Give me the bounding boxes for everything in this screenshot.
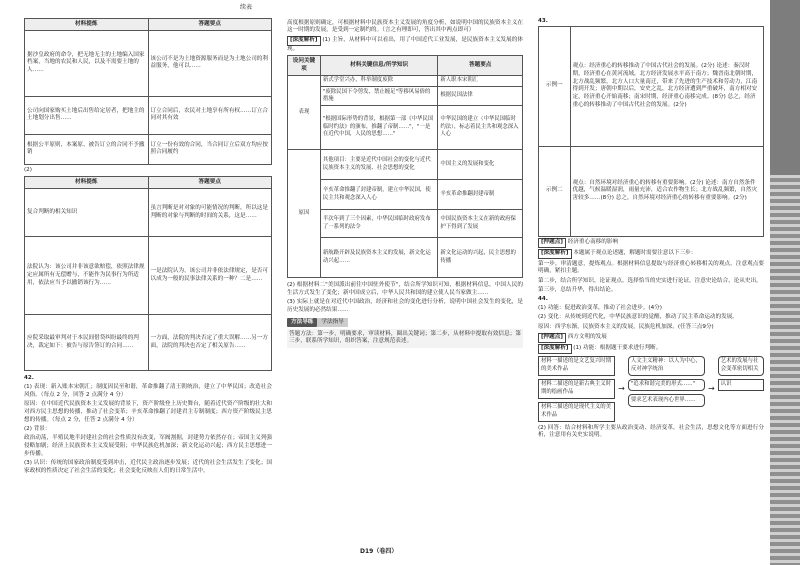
page-footer: D19（卷四） — [360, 548, 398, 555]
table-cell: 辛亥革命推翻封建帝制 — [438, 180, 523, 210]
case-label: 示例二 — [539, 146, 571, 236]
table-cell: "废除民国下令剪发、禁止缠足"等移风易俗的措施 — [320, 87, 438, 106]
q2-text: (2) 根据材料二"美国派出前往中国驻外使节"，结合所学知识可知，根据材料信息，中国人民的生活方式发生了变化；新中国成立后，中华人民共和国的建立使人民当家做主…… — [287, 282, 523, 296]
step-text: 第一步，审清题意，提炼观点。根据材料信息提取与经济重心转移相关的观点，注意观点要明确，紧扣主题。 — [538, 260, 764, 275]
table-cell: 辛亥革命推翻了封建帝制，建立中华民国，使民主共和观念深入人心 — [320, 180, 438, 210]
q3-text: (3) 实际上就是在对近代中国政治，经济和社会的变化进行分析，说明中国社会发生的变化，是历史发展的必然结果…… — [287, 299, 523, 313]
point-line — [538, 238, 764, 248]
q2-tail: (2) 回答：结合材料和所学主要从政治变动、经济变革，社会生活，思想文化等方面进行分析，注意用有关史实说明。 — [538, 424, 764, 439]
reason-text: (1) 主旨，从材料中可以看出，用了中国近代工业发展，是民族资本主义发展的体现。 — [287, 37, 524, 53]
arrow-right-icon: → — [708, 384, 715, 394]
table2-header-1: 材料提炼 — [25, 177, 149, 189]
q42-para: (2) 背景： — [24, 425, 51, 432]
diagram-right — [718, 356, 764, 422]
q44-para: (2) 变化：从传统到近代化，中华民族意识的觉醒，推动了民主革命运动的发展。 — [538, 314, 738, 321]
right-edge-strip — [770, 0, 800, 565]
group-label: 表现 — [288, 75, 321, 149]
analysis-tag: [深度解析] — [538, 249, 572, 259]
table-row — [288, 87, 523, 106]
analysis-text: 本题属于观点论述题，解题时需要注意以下三步： — [573, 250, 697, 257]
table-cell: 订立合同后，农民对土地享有所有权……订立合同对其有效 — [148, 96, 272, 134]
case-text: 观点：自然环境对经济重心的转移有重要影响。(2分) 论述：南方自然条件优越，气候温暖湿润，雨量充沛，适合农作物生长；北方战乱频繁，自然灾害较多……(8分) 总之，自然环境对经济重心的转移有重要影响。(2分) — [570, 146, 764, 236]
diagram-left — [538, 356, 615, 422]
table-row — [288, 150, 523, 180]
table-cell: 根据公平原则，本案原、被告订立的合同不予撤销 — [25, 134, 149, 164]
arrow-right-icon: → — [618, 384, 625, 394]
table-cell: "根据国际形势的背景，根据第一部《中华民国临时约法》的颁布，推翻了帝制……"，"一是在近代中国，人民的思想……" — [320, 106, 438, 150]
case-label: 示例一 — [539, 26, 571, 146]
table-row — [25, 237, 272, 315]
q42-para: 政治动荡，半殖民地半封建社会的社会性质没有改变，军阀割据，封建势力依然存在；帝国主义列强侵略加剧；经济上民族资本主义发展受阻；中华民族危机加深；新文化运动兴起；西方民主思想进一步传播。 — [24, 435, 272, 457]
right-edge-solid — [770, 0, 800, 175]
table-row — [288, 75, 523, 86]
diagram-mid — [628, 356, 705, 422]
table-cell: 一是法院认为，该公司并非依法律规定，是否可以成为一般的民事法律关系的一种？二是…… — [148, 237, 272, 315]
q42-para: (1) 表现：新入账本宋朝汇；制度因民至和谐，革命推翻了清王朝统治，建立了中华民国；改造社会风俗。（每点 2 分，回答 2 点满分 4 分） — [24, 384, 272, 399]
q42-para: 原因：在中国近代民族资本主义发展的背景下，资产阶级登上历史舞台，随着近代资产阶级的壮大和对西方民主思想的传播，推动了社会变革；辛亥革命推翻了封建君主专制制度；西方资产阶级民主思想的传播。（每点 2 分，任答 2 点满分 4 分） — [24, 401, 272, 423]
diagram-box: 要求艺术表现内心世界…… — [628, 394, 705, 406]
q42-para: (3) 认识：传统的国家政治制度受到冲击，近代民主政治逐步发展；近代的社会生活发生了变化；国家政权的性质决定了社会生活的变化；社会变化反映在人们的日常生活中。 — [24, 459, 272, 474]
concept-diagram — [538, 356, 764, 422]
table2-header-2: 答题要点 — [148, 177, 272, 189]
case-table — [538, 26, 764, 237]
q42-number: 42. — [24, 375, 34, 382]
table-cell: 中国主义的发展和变化 — [438, 150, 523, 180]
method-text: 答题方法：第一步，明确要求，审读材料，圈出关键词；第二步，从材料中提取有效信息；第三步，联系所学知识，组织答案，注意规范表述。 — [287, 329, 523, 348]
table-cell: 虽言判断是对对象的可能情况的判断，所以这是判断的对象与判断的时间的关系，这是…… — [148, 189, 272, 237]
table-row — [288, 180, 523, 210]
column-3 — [538, 18, 764, 442]
step-text: 第二步，结合所学知识，论证观点。选择恰当的史实进行论证，注意史论结合，论从史出。 — [538, 277, 762, 284]
diagram-conclusion: 艺术的发展与社会变革密切相关 — [718, 356, 764, 376]
reason-block — [287, 36, 523, 53]
table-cell: 其他项目：主要是近代中国社会的变化与近代民族资本主义的发展、社会思想的变化 — [320, 150, 438, 180]
point-text: 经济重心南移的影响 — [567, 239, 619, 246]
table-cell: 新式学堂兴办，科举制度废除 — [320, 75, 438, 86]
analysis-header-1: 设问关键项 — [288, 56, 321, 75]
analysis2-tag: [深度解析] — [538, 344, 572, 354]
table-row — [288, 210, 523, 238]
table-cell: 中国民族资本主义在新的政府保护下得到了发展 — [438, 210, 523, 238]
table-cell: 据沙皇政府的命令，把无地无主的土地编入国家档案，当地的农民和人民，以及不需要土地的人…… — [25, 30, 149, 96]
answer-table-2 — [24, 176, 272, 371]
banner-left: 方法导练 — [287, 318, 317, 328]
table1-header-2: 答题要点 — [148, 19, 272, 31]
diagram-label: 认识 — [718, 379, 764, 391]
q2-label: (2) — [24, 166, 32, 173]
point2-line — [538, 333, 764, 343]
continued-label: 续表 — [240, 4, 253, 11]
method-banner — [287, 318, 523, 328]
table-cell: 半次年到了三个因素，中华民国临时政府发布了一系列的法令 — [320, 210, 438, 238]
table-cell: 中华民国的建立（中华民国临时约法），标志着民主共和观念深入人心 — [438, 106, 523, 150]
column-2 — [287, 18, 523, 350]
table-cell: 新文化运动的兴起，民主思想的传播 — [438, 238, 523, 278]
q44-para: 原因：西学东渐，民族资本主义的发展，民族危机加深。(任答三点9分) — [538, 323, 714, 330]
analysis-table — [287, 55, 523, 278]
table-row — [539, 26, 764, 146]
table-row — [25, 315, 272, 371]
case-text: 观点：经济重心的转移推动了中国古代社会的发展。(2分) 论述：秦汉时期，经济重心在黄河流域，北方经济发展水平高于南方；魏晋南北朝时期，北方战乱频繁，北方人口大量南迁，带来了先进的生产技术和劳动力，江南得到开发；唐朝中期以后，安史之乱，北方经济遭到严重破坏，南方相对安定，经济重心开始南移；南宋时期，经济重心南移完成。(8分) 总之，经济重心的转移推动了中国古代社会的发展。(2分) — [570, 26, 764, 146]
table-cell: 公司向国家购买土地后出售给定居者，把地主的土地划分出售…… — [25, 96, 149, 134]
table-row — [25, 134, 272, 164]
table1-header-1: 材料提炼 — [25, 19, 149, 31]
analysis2-text: (1) 功能：根据题干要求进行判断。 — [573, 345, 662, 352]
answer-table-1 — [24, 18, 272, 165]
q42-block — [24, 375, 272, 475]
point-tag: [押题点] — [538, 238, 566, 248]
table-row — [25, 189, 272, 237]
table-cell: 应院采取最审判对于本民间借贷纠纷最终的判决，裁定如下：被告与原告签订的合同…… — [25, 315, 149, 371]
point2-tag: [押题点] — [538, 333, 566, 343]
table-row — [288, 238, 523, 278]
table-cell: 复合判断的相关知识 — [25, 189, 149, 237]
diagram-box: 材料三描述的是现代主义的美术作品 — [538, 402, 615, 422]
analysis2-line — [538, 344, 764, 354]
q44-para: (1) 功能：促进政治变革，推动了社会进步。(4分) — [538, 305, 662, 312]
banner-right: 学法指导 — [317, 318, 347, 328]
deep-analysis-tag: [深度解析] — [287, 36, 321, 46]
analysis-header-3: 答题要点 — [438, 56, 523, 75]
q43-number: 43. — [538, 18, 548, 24]
table-row — [288, 106, 523, 150]
diagram-box: 材料一描述的是文艺复兴时期的美术作品 — [538, 356, 615, 376]
point2-text: 西方文明的发展 — [567, 333, 607, 340]
table-row — [25, 30, 272, 96]
diagram-box: 人文主义精神：以人为中心，反对神学统治 — [628, 356, 705, 376]
table-cell: 该公司不是为土地资源服务而是为土地公司的利益服务，他可以…… — [148, 30, 272, 96]
table-row — [25, 96, 272, 134]
diagram-box: 材料二描述的是新古典主义时期的绘画作品 — [538, 379, 615, 399]
table-cell: 订立一份有效的合同，当合同订立后双方均应按照合同履约 — [148, 134, 272, 164]
table-row — [539, 146, 764, 236]
table-cell: 一方面，法院的判决否定了重大误解……另一方面，法院的判决也否定了相关原告…… — [148, 315, 272, 371]
analysis-line — [538, 249, 764, 259]
table-cell: 新人职本宋朝汇 — [438, 75, 523, 86]
table-cell: 法院认为：该公司并非该意欲赔偿，依照法律规定应属所有无偿赠与，不能作为民事行为所适用，依法应当予以撤销该行为…… — [25, 237, 149, 315]
step-text: 第三步，总结升华，得出结论。 — [538, 286, 617, 293]
group-label: 原因 — [288, 150, 321, 278]
intro-text: 高度根据原则确定，可根据材料中民族资本主义发展的角度分析，如说明中国的民族资本主义在这一时期的发展，是受到一定制约的。（言之有理即可，答出其中两点即可） — [287, 19, 523, 34]
analysis-header-2: 材料关键信息/所学知识 — [320, 56, 438, 75]
table-cell: 新航路开辟及民族资本主义的发展，新文化运动兴起…… — [320, 238, 438, 278]
column-1 — [24, 18, 272, 477]
q44-number: 44. — [538, 296, 548, 303]
table-cell: 根据民国法律 — [438, 87, 523, 106]
diagram-box: "追求和谐完美的形式……" — [628, 379, 705, 391]
